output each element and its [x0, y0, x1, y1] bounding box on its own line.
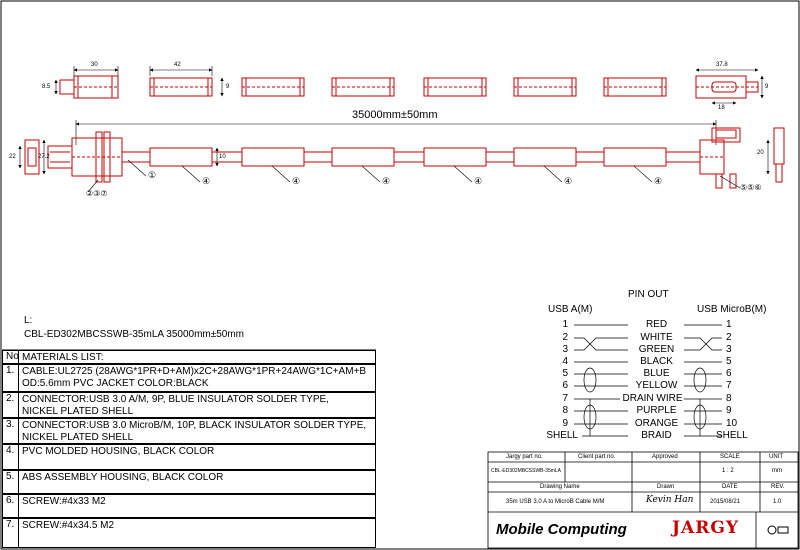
overall-length-dimension [76, 120, 716, 145]
material-item [2, 364, 376, 392]
material-desc-line1: CONNECTOR:USB 3.0 MicroB/M, 10P, BLACK INSULATOR SOLDER TYPE, [22, 420, 367, 431]
value-drawing-name: 35m USB 3.0 A to MicroB Cable M/M [506, 499, 605, 505]
pin-left: 9 [562, 418, 568, 429]
pin-right: 8 [726, 393, 732, 404]
dim-end-22: 22 [9, 154, 16, 160]
label-client-part: Client part no. [578, 454, 616, 460]
label-date: DATE [722, 484, 738, 490]
balloon-4-f: ④ [654, 176, 663, 186]
balloon-4-a: ④ [202, 176, 211, 186]
brand-mobile-computing: Mobile Computing [496, 521, 627, 538]
material-no: 5. [3, 471, 19, 493]
pin-right: 9 [726, 405, 732, 416]
balloon-2-3-7: ②③⑦ [86, 189, 108, 198]
dim-mold-height: 9 [226, 84, 230, 90]
label-drawn: Drawn [657, 484, 675, 490]
materials-header-desc: MATERIALS LIST: [22, 352, 104, 363]
label-jargy-part: Jargy part no. [506, 454, 543, 460]
material-desc [22, 394, 373, 418]
dim-mold-length: 42 [174, 62, 181, 68]
balloon-leaders [88, 160, 740, 192]
material-item [2, 392, 376, 418]
materials-header-no: No [3, 351, 19, 363]
pin-signal: BLUE [643, 368, 670, 379]
material-no: 6. [3, 495, 19, 517]
material-no: 1. [3, 365, 19, 391]
material-item [2, 518, 376, 548]
pin-signal: DRAIN WIRE [622, 393, 683, 404]
balloon-1: ① [148, 170, 157, 180]
pin-left: 5 [562, 368, 568, 379]
pin-signal: PURPLE [636, 405, 677, 416]
balloon-4-e: ④ [564, 176, 573, 186]
brand-jargy: JARGY [672, 518, 740, 538]
jargy-logo-mark [768, 526, 788, 534]
material-no: 7. [3, 519, 19, 547]
pinout-left-header: USB A(M) [548, 304, 593, 315]
pin-left: 3 [562, 344, 568, 355]
material-item [2, 418, 376, 444]
material-item [2, 494, 376, 518]
material-no: 4. [3, 445, 19, 469]
pin-left: SHELL [546, 430, 578, 441]
pin-signal: YELLOW [635, 380, 678, 391]
material-desc [22, 366, 373, 390]
dim-end-20: 20 [757, 150, 764, 156]
pin-left: 7 [562, 393, 568, 404]
value-part-no: CBL-ED302MBCSSWB-35mLA [491, 468, 562, 474]
pin-signal: WHITE [640, 332, 673, 343]
note-prefix: L: [24, 315, 33, 326]
material-desc-line2: NICKEL PLATED SHELL [22, 406, 134, 417]
dim-plug-height: 8.5 [42, 84, 51, 90]
label-drawing-name: Drawing Name [540, 484, 580, 490]
pin-signal: BLACK [640, 356, 673, 367]
value-unit: mm [772, 468, 782, 474]
material-desc: ABS ASSEMBLY HOUSING, BLACK COLOR [22, 472, 224, 483]
pin-left: 6 [562, 380, 568, 391]
dim-microb-height: 9 [765, 84, 769, 90]
material-desc: SCREW:#4x34.5 M2 [22, 520, 115, 531]
pin-right: SHELL [716, 430, 748, 441]
material-item [2, 444, 376, 470]
material-item [2, 470, 376, 494]
label-unit: UNIT [769, 454, 783, 460]
pin-signal: RED [645, 319, 668, 330]
pin-right: 3 [726, 344, 732, 355]
value-date: 2015/08/21 [710, 499, 741, 505]
pin-left: 4 [562, 356, 568, 367]
overall-length-label: 35000mm±50mm [352, 109, 438, 121]
pin-right: 10 [726, 418, 738, 429]
value-rev: 1.0 [773, 499, 782, 505]
value-drawn-by: Kevin Han [646, 495, 694, 505]
material-no: 2. [3, 393, 19, 417]
balloon-4-d: ④ [474, 176, 483, 186]
balloon-4-b: ④ [292, 176, 301, 186]
cable-side-view [25, 128, 784, 188]
material-desc: PVC MOLDED HOUSING, BLACK COLOR [22, 446, 215, 457]
pinout-title: PIN OUT [628, 289, 669, 300]
label-approved: Approved [652, 454, 678, 460]
dim-end-10: 10 [219, 154, 226, 160]
value-scale: 1 : 2 [722, 468, 734, 474]
pin-right: 5 [726, 356, 732, 367]
pinout-right-header: USB MicroB(M) [697, 304, 767, 315]
pin-right: 2 [726, 332, 732, 343]
balloon-5-5-6: ⑤⑤⑥ [740, 183, 762, 192]
pin-left: 8 [562, 405, 568, 416]
microb-plug-top-view [696, 76, 758, 98]
usb-a-plug-top-view [60, 76, 118, 98]
material-desc-line1: CONNECTOR:USB 3.0 A/M, 9P, BLUE INSULATOR SOLDER TYPE, [22, 394, 329, 405]
mold-length-dimension [150, 66, 222, 96]
material-desc-line2: OD:5.6mm PVC JACKET COLOR:BLACK [22, 378, 209, 389]
material-desc-line1: CABLE:UL2725 (28AWG*1PR+D+AM)x2C+28AWG*1PR+24AWG*1C+AM+B [22, 366, 367, 377]
pin-right: 1 [726, 319, 732, 330]
label-rev: REV. [771, 484, 785, 490]
pin-left: 2 [562, 332, 568, 343]
pin-left: 1 [562, 319, 568, 330]
material-desc: SCREW:#4x33 M2 [22, 496, 106, 507]
dim-end-27: 27.2 [38, 154, 50, 160]
dim-plug-length: 30 [91, 62, 98, 68]
pin-signal: GREEN [638, 344, 675, 355]
materials-header [2, 350, 376, 364]
material-no: 3. [3, 419, 19, 443]
note-part-length: CBL-ED302MBCSSWB-35mLA 35000mm±50mm [24, 329, 245, 340]
pin-right: 7 [726, 380, 732, 391]
dim-microb-length: 37.8 [716, 62, 728, 68]
pin-signal: ORANGE [634, 418, 679, 429]
pin-right: 6 [726, 368, 732, 379]
label-scale: SCALE [720, 454, 740, 460]
balloon-4-c: ④ [382, 176, 391, 186]
material-desc [22, 420, 373, 444]
pin-signal: BRAID [641, 430, 672, 441]
material-desc-line2: NICKEL PLATED SHELL [22, 432, 134, 443]
dim-microb-inner: 18 [718, 105, 725, 111]
